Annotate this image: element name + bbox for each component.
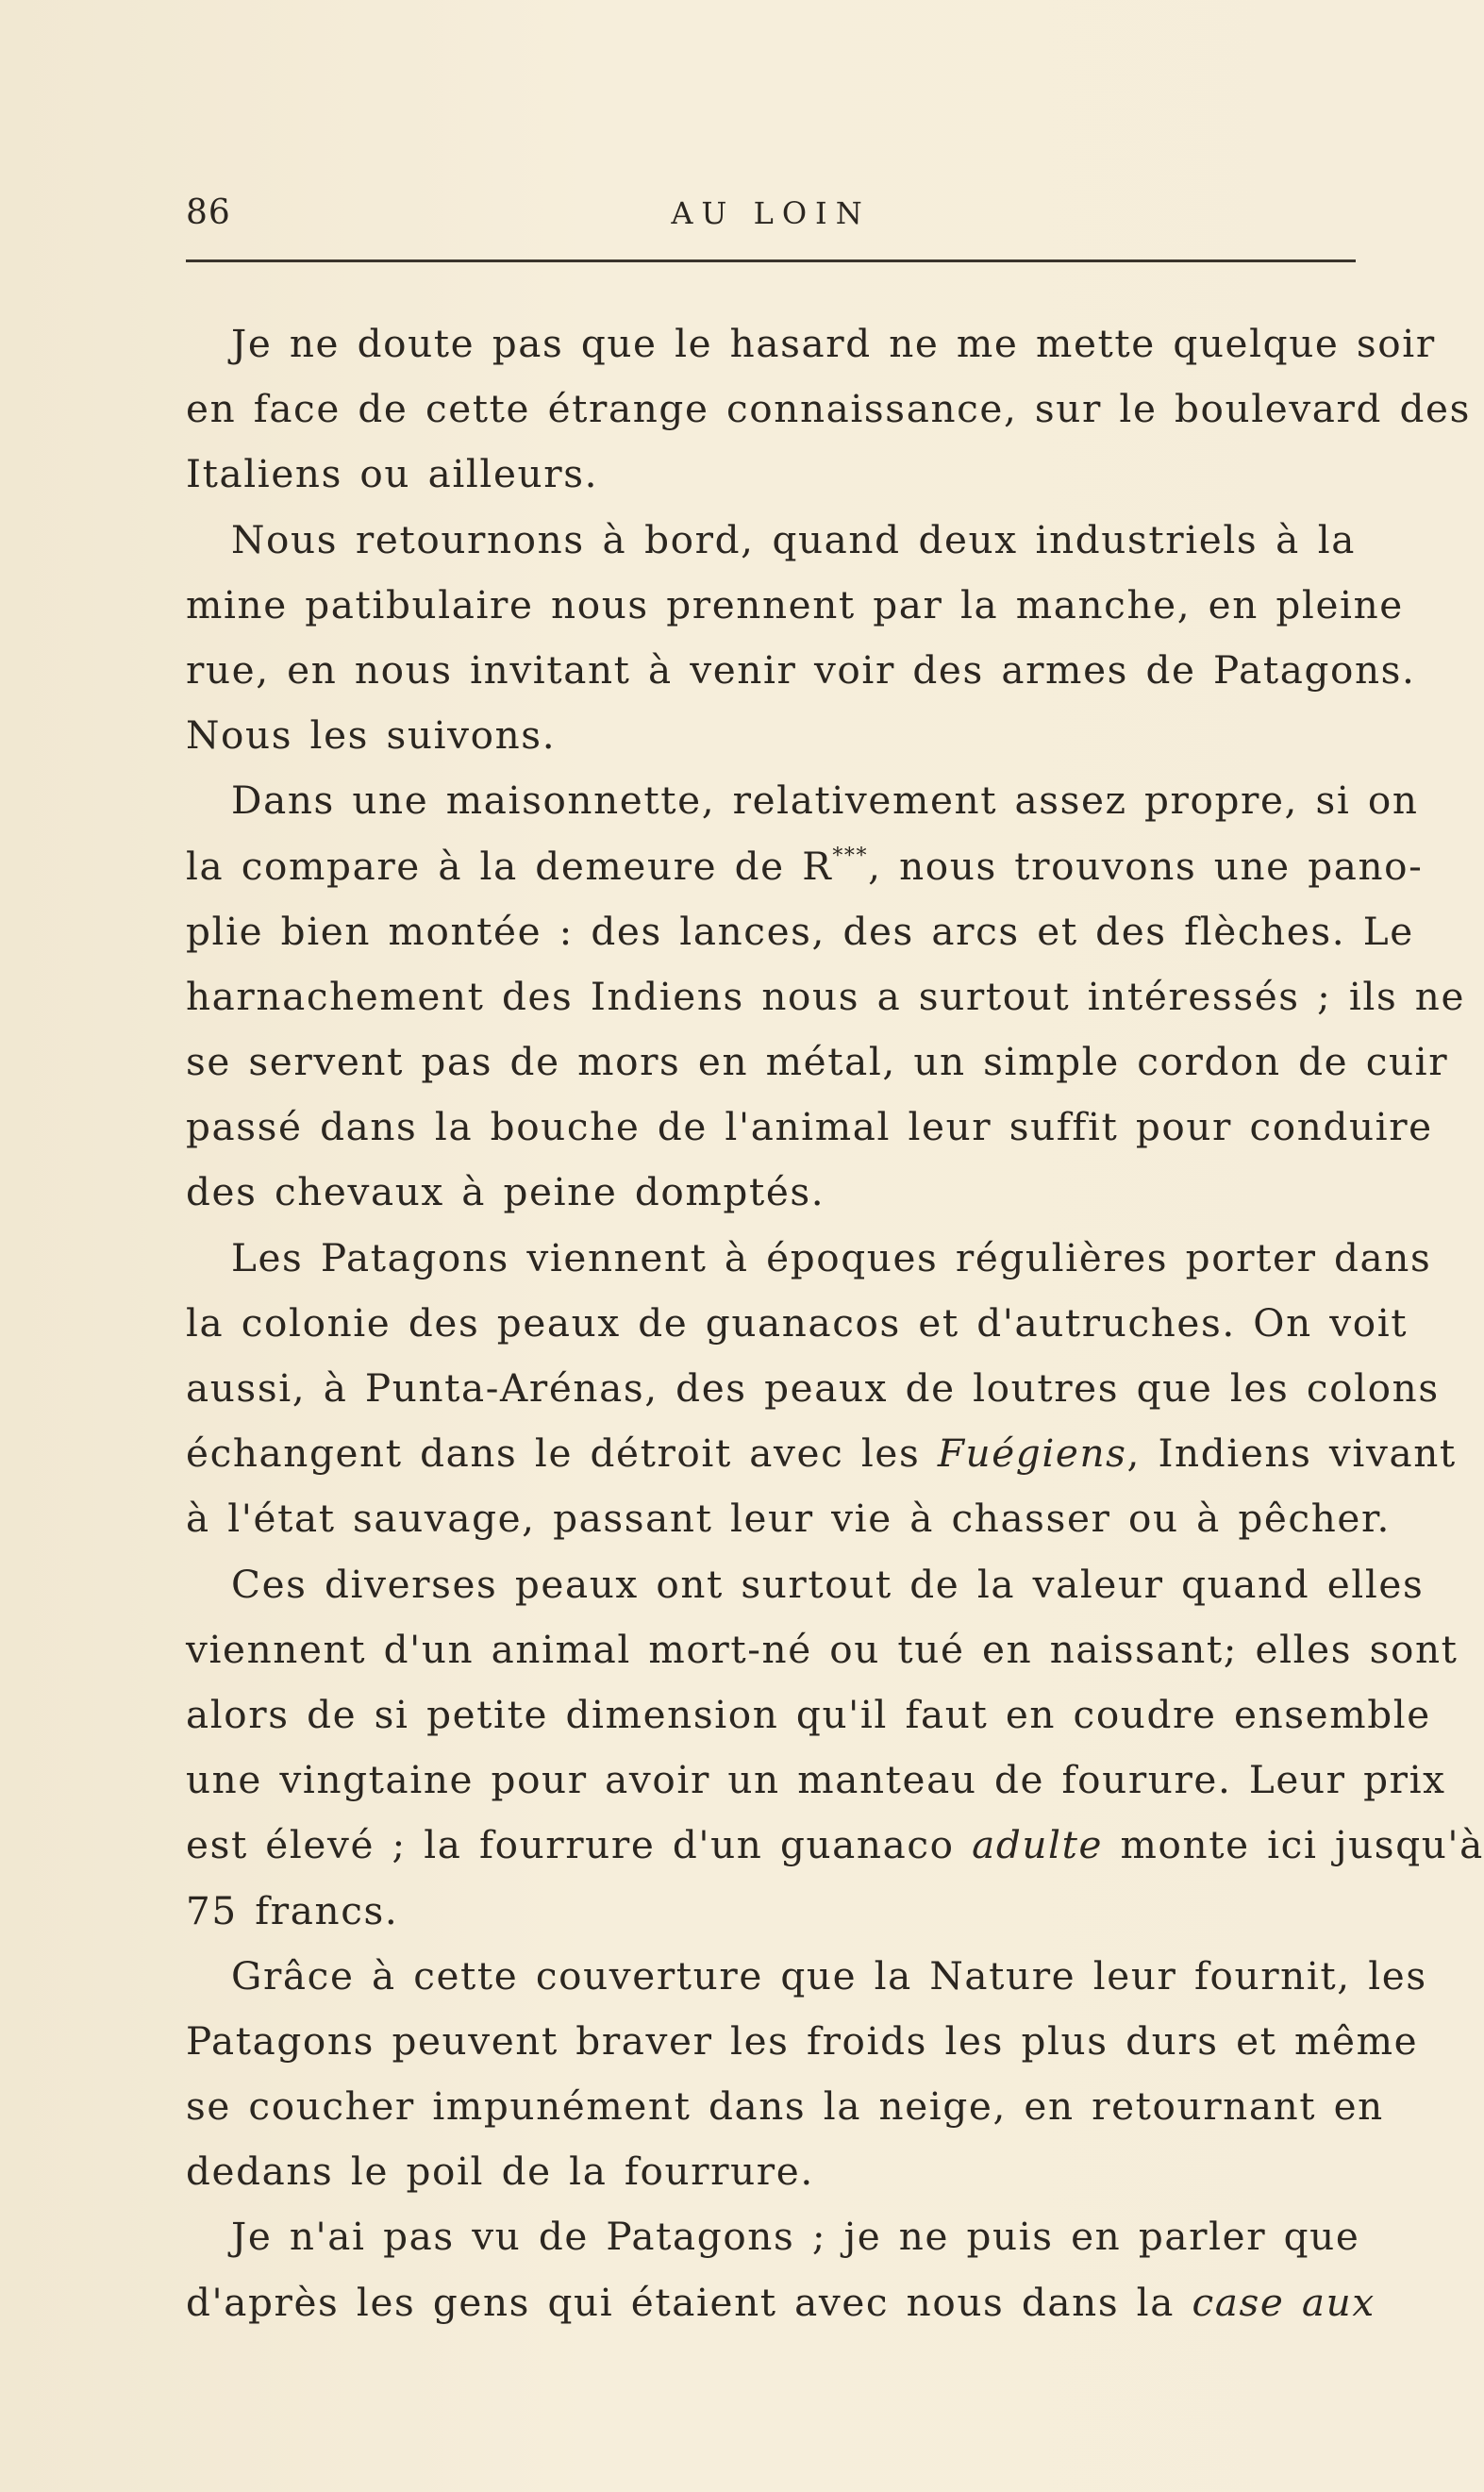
text-line: Nous les suivons.	[186, 712, 557, 759]
page-header	[186, 193, 1356, 241]
text-line: à l'état sauvage, passant leur vie à chasser ou à pêcher.	[186, 1496, 1391, 1542]
text-line: Les Patagons viennent à époques régulières porter dans	[231, 1234, 1432, 1280]
text-line: la compare à la demeure de R***, nous trouvons une pano-	[186, 843, 1424, 889]
text-line: dedans le poil de la fourrure.	[186, 2149, 814, 2195]
text-line: d'après les gens qui étaient avec nous dans la case aux	[186, 2279, 1376, 2325]
text-line: alors de si petite dimension qu'il faut en coudre ensemble	[186, 1691, 1431, 1737]
text-line: Je n'ai pas vu de Patagons ; je ne puis en parler que	[231, 2214, 1360, 2260]
text-line: en face de cette étrange connaissance, sur le boulevard des	[186, 386, 1471, 432]
text-line: Nous retournons à bord, quand deux industriels à la	[231, 516, 1356, 562]
text-line: 75 francs.	[186, 1887, 399, 1933]
text-line: la colonie des peaux de guanacos et d'autruches. On voit	[186, 1299, 1409, 1346]
text-line: des chevaux à peine domptés.	[186, 1169, 825, 1215]
header-rule	[186, 259, 1356, 262]
text-line: Italiens ou ailleurs.	[186, 451, 599, 497]
text-line: Patagons peuvent braver les froids les plus durs et même	[186, 2017, 1419, 2064]
text-line: se servent pas de mors en métal, un simple cordon de cuir	[186, 1039, 1449, 1085]
text-line: harnachement des Indiens nous a surtout intéressés ; ils ne	[186, 973, 1466, 1019]
text-line: rue, en nous invitant à venir voir des armes de Patagons.	[186, 646, 1416, 693]
text-line: échangent dans le détroit avec les Fuégiens, Indiens vivant	[186, 1430, 1457, 1477]
text-line: passé dans la bouche de l'animal leur suffit pour conduire	[186, 1104, 1433, 1150]
page-number: 86	[186, 193, 231, 232]
text-line: Dans une maisonnette, relativement assez propre, si on	[231, 778, 1419, 824]
text-line: se coucher impunément dans la neige, en retournant en	[186, 2083, 1384, 2130]
text-line: mine patibulaire nous prennent par la manche, en pleine	[186, 581, 1404, 627]
text-line: Ces diverses peaux ont surtout de la valeur quand elles	[231, 1561, 1425, 1607]
text-line: une vingtaine pour avoir un manteau de fourure. Leur prix	[186, 1757, 1446, 1803]
text-line: Grâce à cette couverture que la Nature leur fournit, les	[231, 1952, 1427, 1999]
text-line: est élevé ; la fourrure d'un guanaco adulte monte ici jusqu'à	[186, 1822, 1484, 1868]
text-line: viennent d'un animal mort-né ou tué en naissant; elles sont	[186, 1626, 1459, 1672]
text-line: Je ne doute pas que le hasard ne me mette quelque soir	[231, 321, 1436, 366]
text-line: plie bien montée : des lances, des arcs et des flèches. Le	[186, 908, 1414, 954]
running-title: AU LOIN	[671, 195, 871, 231]
body-text	[186, 311, 1484, 2335]
text-line: aussi, à Punta-Arénas, des peaux de loutres que les colons	[186, 1365, 1440, 1411]
